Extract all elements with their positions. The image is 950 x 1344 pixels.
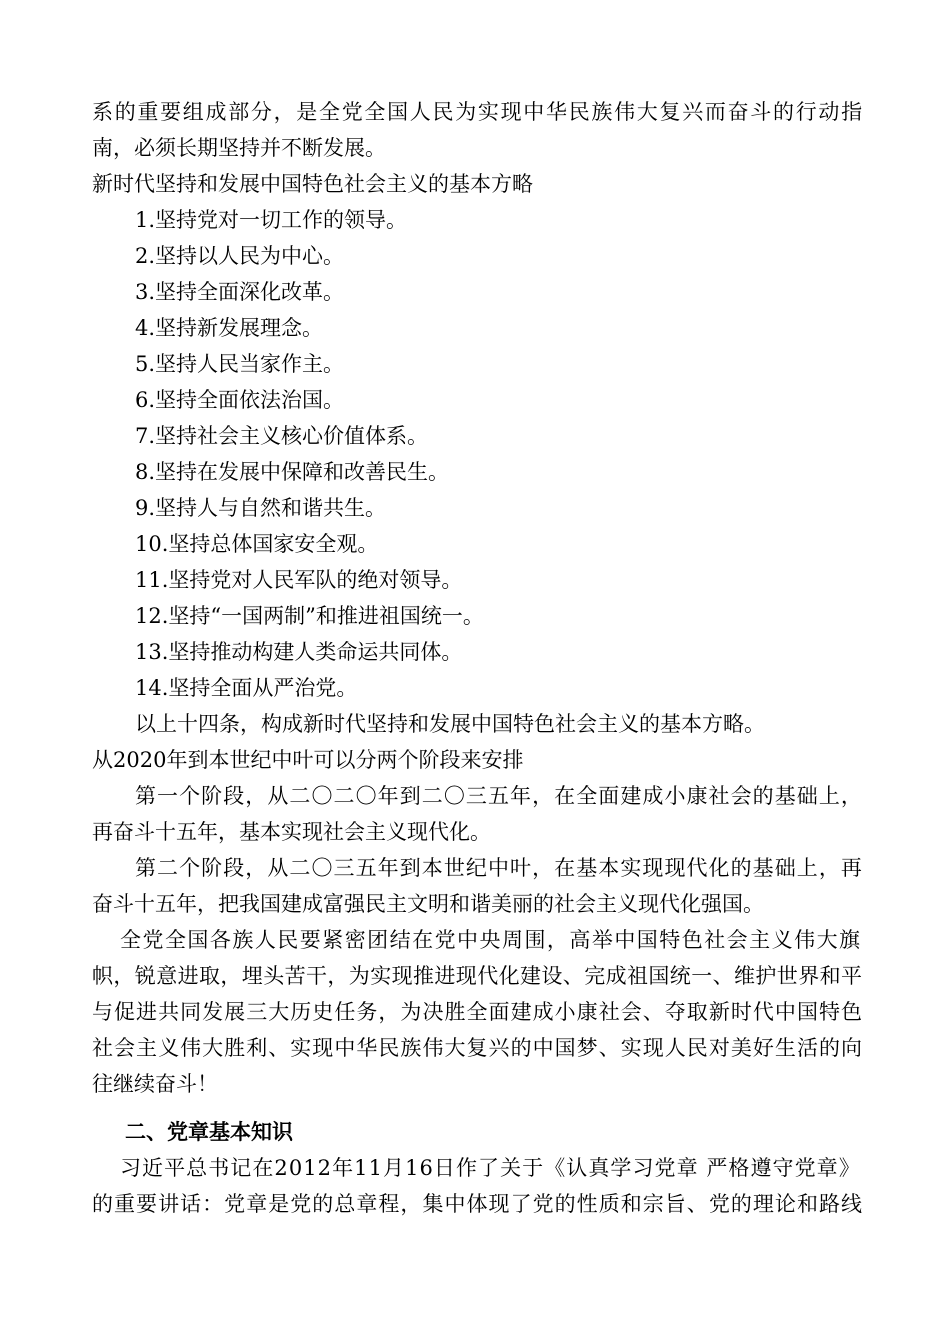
list-item: 9.坚持人与自然和谐共生。 — [135, 496, 387, 520]
paragraph-line: 习近平总书记在2012年11月16日作了关于《认真学习党章 严格遵守党章》 — [120, 1156, 861, 1180]
paragraph-line: 往继续奋斗！ — [92, 1072, 218, 1096]
list-item: 11.坚持党对人民军队的绝对领导。 — [135, 568, 463, 592]
paragraph-line: 与促进共同发展三大历史任务，为决胜全面建成小康社会、夺取新时代中国特色 — [92, 1000, 864, 1024]
paragraph-line: 的重要讲话：党章是党的总章程，集中体现了党的性质和宗旨、党的理论和路线 — [92, 1192, 864, 1216]
list-item: 6.坚持全面依法治国。 — [135, 388, 345, 412]
list-item: 10.坚持总体国家安全观。 — [135, 532, 379, 556]
paragraph-line: 系的重要组成部分，是全党全国人民为实现中华民族伟大复兴而奋斗的行动指 — [92, 100, 864, 124]
chapter-heading: 二、党章基本知识 — [125, 1119, 293, 1144]
paragraph-line: 帜，锐意进取，埋头苦干，为实现推进现代化建设、完成祖国统一、维护世界和平 — [92, 964, 863, 988]
paragraph-line: 奋斗十五年，把我国建成富强民主文明和谐美丽的社会主义现代化强国。 — [92, 892, 764, 916]
section-heading: 新时代坚持和发展中国特色社会主义的基本方略 — [92, 172, 533, 196]
paragraph-line: 社会主义伟大胜利、实现中华民族伟大复兴的中国梦、实现人民对美好生活的向 — [92, 1036, 864, 1060]
section-heading: 从2020年到本世纪中叶可以分两个阶段来安排 — [92, 748, 524, 772]
list-item: 5.坚持人民当家作主。 — [135, 352, 345, 376]
list-item: 1.坚持党对一切工作的领导。 — [135, 208, 408, 232]
list-item: 2.坚持以人民为中心。 — [135, 244, 345, 268]
list-item: 14.坚持全面从严治党。 — [135, 676, 358, 700]
list-item: 4.坚持新发展理念。 — [135, 316, 324, 340]
list-item: 12.坚持“一国两制”和推进祖国统一。 — [135, 604, 484, 628]
list-item: 8.坚持在发展中保障和改善民生。 — [135, 460, 450, 484]
list-item: 13.坚持推动构建人类命运共同体。 — [135, 640, 463, 664]
paragraph-line: 再奋斗十五年，基本实现社会主义现代化。 — [92, 820, 491, 844]
list-item: 7.坚持社会主义核心价值体系。 — [135, 424, 429, 448]
paragraph-line: 第一个阶段，从二〇二〇年到二〇三五年，在全面建成小康社会的基础上， — [135, 784, 863, 808]
paragraph-line: 南，必须长期坚持并不断发展。 — [92, 136, 386, 160]
paragraph-line: 以上十四条，构成新时代坚持和发展中国特色社会主义的基本方略。 — [135, 712, 765, 736]
paragraph-line: 第二个阶段，从二〇三五年到本世纪中叶，在基本实现现代化的基础上，再 — [135, 856, 863, 880]
list-item: 3.坚持全面深化改革。 — [135, 280, 345, 304]
paragraph-line: 全党全国各族人民要紧密团结在党中央周围，高举中国特色社会主义伟大旗 — [120, 928, 862, 952]
